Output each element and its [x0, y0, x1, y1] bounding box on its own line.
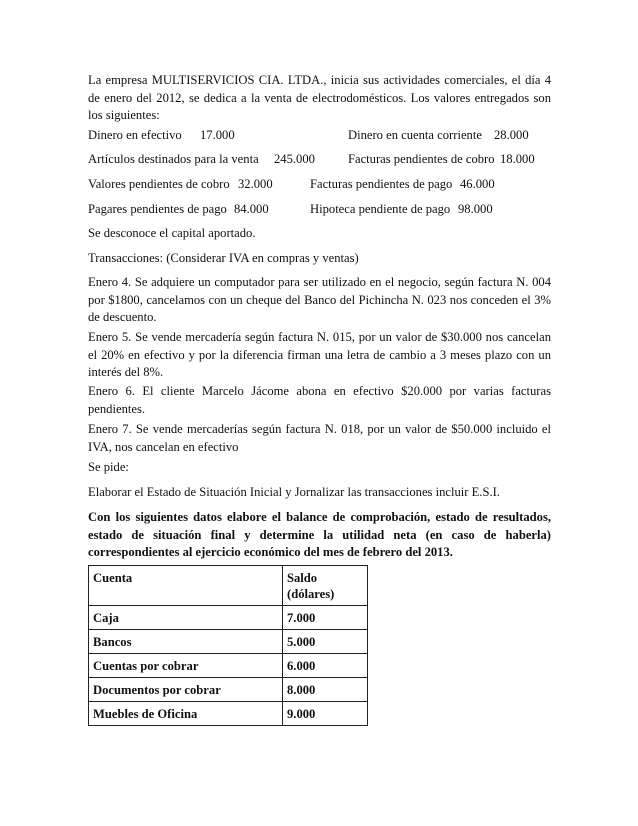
value-label: Hipoteca pendiente de pago	[310, 202, 451, 216]
table-row	[89, 654, 368, 678]
value-label: Dinero en efectivo	[88, 128, 182, 142]
value-amount: 28.000	[494, 128, 529, 142]
header-cuenta: Cuenta	[89, 566, 283, 606]
value-amount: 84.000	[234, 202, 269, 216]
value-label: Pagares pendientes de pago	[88, 202, 227, 216]
balance-cell: 7.000	[283, 606, 368, 630]
table-header-row	[89, 566, 368, 606]
value-amount: 46.000	[460, 177, 495, 191]
balance-table	[88, 565, 368, 726]
capital-note: Se desconoce el capital aportado.	[88, 226, 256, 240]
balance-cell: 9.000	[283, 702, 368, 726]
account-cell: Cuentas por cobrar	[89, 654, 283, 678]
header-saldo: Saldo (dólares)	[283, 566, 368, 606]
se-pide: Se pide:	[88, 460, 129, 474]
transaction-paragraph: Enero 7. Se vende mercaderías según factura N. 018, por un valor de $50.000 incluido el IVA, nos cancelan en efectivo	[88, 422, 551, 454]
balance-cell: 5.000	[283, 630, 368, 654]
value-amount: 18.000	[500, 152, 535, 166]
account-cell: Documentos por cobrar	[89, 678, 283, 702]
value-label: Facturas pendientes de pago	[310, 177, 453, 191]
account-cell: Caja	[89, 606, 283, 630]
value-label: Facturas pendientes de cobro	[348, 152, 495, 166]
value-label: Valores pendientes de cobro	[88, 177, 230, 191]
transactions-title: Transacciones: (Considerar IVA en compras y ventas)	[88, 251, 359, 265]
task-paragraph: Elaborar el Estado de Situación Inicial y Jornalizar las transacciones incluir E.S.I.	[88, 485, 500, 499]
table-row	[89, 678, 368, 702]
table-row	[89, 702, 368, 726]
account-cell: Muebles de Oficina	[89, 702, 283, 726]
transaction-paragraph: Enero 4. Se adquiere un computador para ser utilizado en el negocio, según factura N. 004 por $1800, cancelamos con un cheque del Banco del Pichincha N. 023 nos conceden el 3% de descuento.	[88, 275, 551, 324]
value-label: Artículos destinados para la venta	[88, 152, 259, 166]
account-cell: Bancos	[89, 630, 283, 654]
table-row	[89, 630, 368, 654]
transaction-paragraph: Enero 6. El cliente Marcelo Jácome abona en efectivo $20.000 por varias facturas pendientes.	[88, 384, 551, 416]
value-amount: 32.000	[238, 177, 273, 191]
balance-cell: 8.000	[283, 678, 368, 702]
value-amount: 17.000	[200, 128, 235, 142]
transaction-paragraph: Enero 5. Se vende mercadería según factura N. 015, por un valor de $30.000 nos cancelan el 20% en efectivo y por la diferencia firman una letra de cambio a 3 meses plazo con un interés del 8%.	[88, 330, 551, 379]
value-label: Dinero en cuenta corriente	[348, 128, 482, 142]
intro-paragraph: La empresa MULTISERVICIOS CIA. LTDA., inicia sus actividades comerciales, el día 4 de enero del 2012, se dedica a la venta de electrodomésticos. Los valores entregados son los siguientes:	[88, 73, 551, 122]
value-amount: 98.000	[458, 202, 493, 216]
bold-task-paragraph: Con los siguientes datos elabore el balance de comprobación, estado de resultados, estado de situación final y determine la utilidad neta (en caso de haberla) correspondientes al ejercicio económico del mes de febrero del 2013.	[88, 510, 551, 559]
table-row	[89, 606, 368, 630]
value-amount: 245.000	[274, 152, 315, 166]
balance-cell: 6.000	[283, 654, 368, 678]
